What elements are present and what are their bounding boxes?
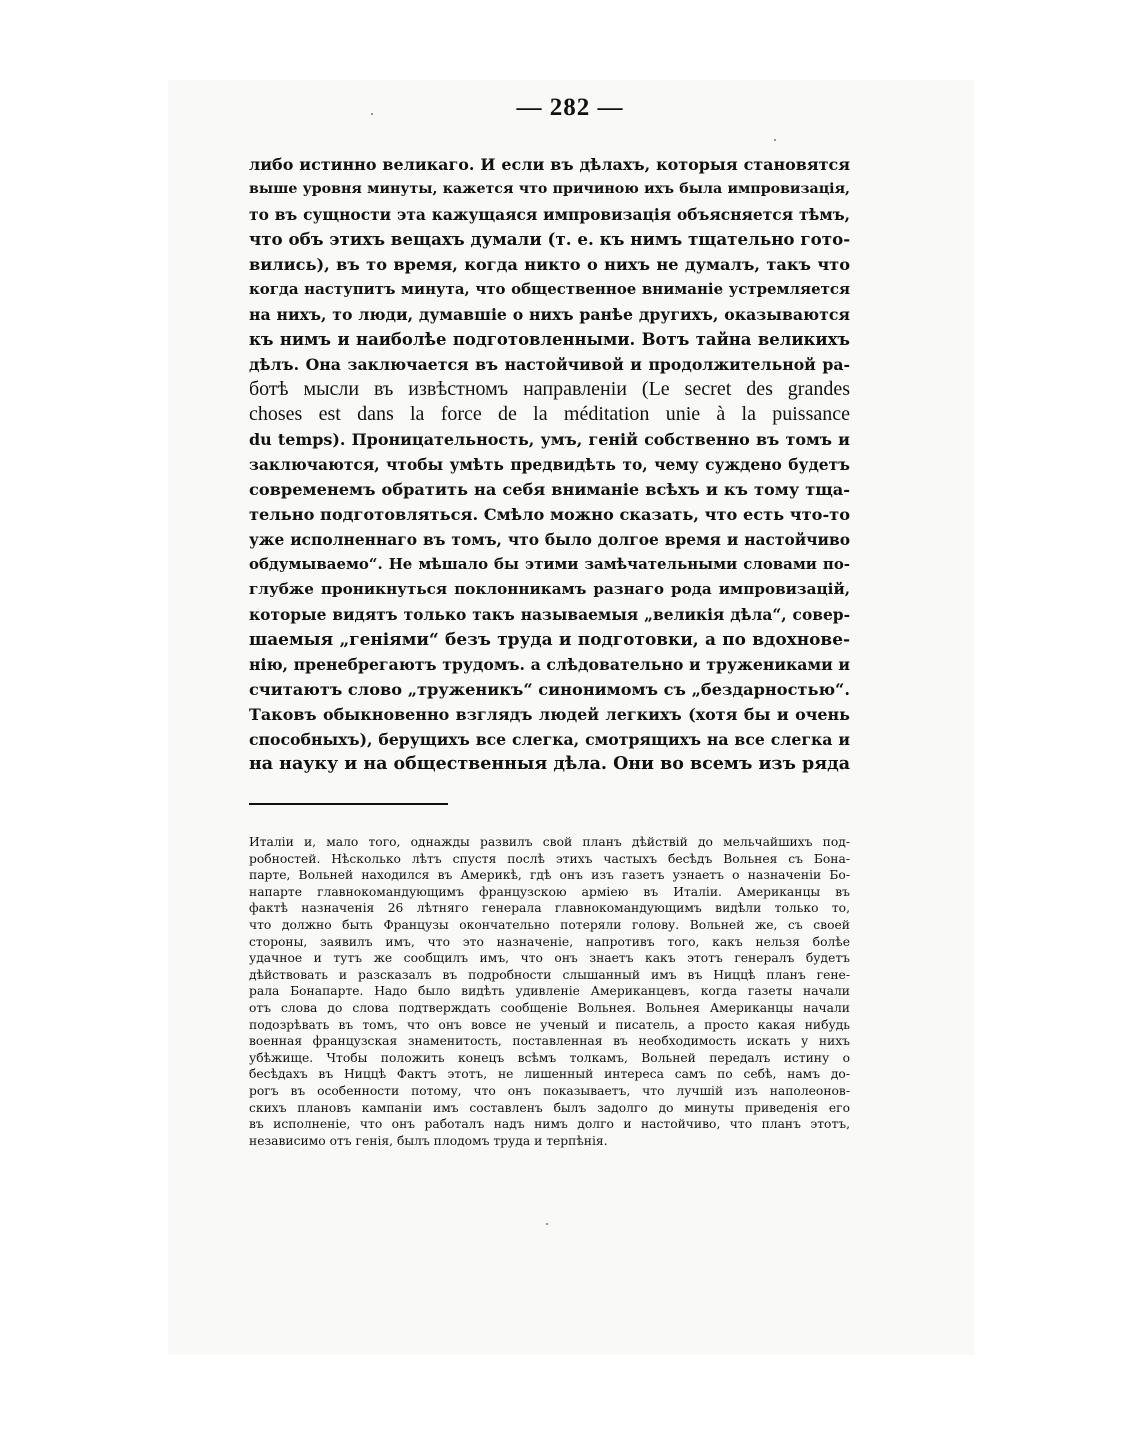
print-speck [546, 1223, 548, 1225]
text-line: когда наступитъ минута, что общественное вниманіе устремляется [249, 280, 850, 298]
text-line: нію, пренебрегаютъ трудомъ. а слѣдовательно и тружениками и [249, 655, 850, 674]
text-line: choses est dans la force de la méditation unie à la puissance [249, 403, 850, 425]
footnote-line: парте, Вольней находился въ Америкѣ, гдѣ онъ изъ газетъ узнаетъ о назначеніи Бо- [249, 868, 850, 883]
footnote-line: что должно быть Французы окончательно потеряли голову. Вольней же, съ своей [249, 917, 850, 932]
text-line: выше уровня минуты, кажется что причиною ихъ была импровизація, [249, 181, 850, 197]
footnote-line: отъ слова до слова подтверждать сообщеніе Вольнея. Вольнея Американцы начали [249, 1000, 850, 1015]
text-line: дѣлъ. Она заключается въ настойчивой и продолжительной ра- [249, 355, 850, 374]
print-speck [774, 139, 776, 141]
footnote-line: бесѣдахъ въ Ниццѣ Фактъ этотъ, не лишенный интереса самъ по себѣ, намъ до- [249, 1067, 850, 1082]
text-line: которые видятъ только такъ называемыя „великія дѣла“, совер- [249, 605, 850, 624]
text-line: то въ сущности эта кажущаяся импровизація объясняется тѣмъ, [249, 205, 850, 224]
print-speck [371, 113, 373, 115]
text-line: шаемыя „геніями“ безъ труда и подготовки, а по вдохнове- [249, 629, 850, 649]
footnote [249, 834, 850, 1149]
text-line: на науку и на общественныя дѣла. Они во всемъ изъ ряда [249, 754, 850, 774]
text-line: что объ этихъ вещахъ думали (т. е. къ нимъ тщательно гото- [249, 229, 850, 249]
footnote-line: фактѣ назначенія 26 лѣтняго генерала главнокомандующимъ видѣли только то, [249, 901, 850, 916]
footnote-line: дѣйствовать и разсказалъ въ подробности слышанный имъ въ Ниццѣ планъ гене- [249, 967, 850, 982]
text-line: къ нимъ и наиболѣе подготовленными. Вотъ тайна великихъ [249, 330, 850, 349]
text-line: ботѣ мысли въ извѣстномъ направленіи (Le secret des grandes [249, 378, 850, 400]
footnote-line: рала Бонапарте. Надо было видѣть удивленіе Американцевъ, когда газеты начали [249, 984, 850, 999]
text-line: заключаются, чтобы умѣть предвидѣть то, чему суждено будетъ [249, 455, 850, 474]
text-line: вились), въ то время, когда никто о нихъ не думалъ, такъ что [249, 255, 850, 274]
footnote-line: рогъ въ особенности потому, что онъ показываетъ, что лучшій изъ наполеонов- [249, 1083, 850, 1098]
footnote-line: удачное и тутъ же сообщилъ имъ, что онъ знаетъ какъ этотъ генералъ будетъ [249, 951, 850, 966]
footnote-line: стороны, заявилъ имъ, что это назначеніе, напротивъ того, какъ нельзя болѣе [249, 934, 850, 949]
text-line: обдумываемо“. Не мѣшало бы этими замѣчательными словами по- [249, 555, 850, 573]
text-line: способныхъ), берущихъ все слегка, смотрящихъ на все слегка и [249, 730, 850, 749]
footnote-line: Италіи и, мало того, однажды развилъ свой планъ дѣйствій до мельчайшихъ под- [249, 835, 850, 849]
text-line: глубже проникнуться поклонникамъ разнаго рода импровизацій, [249, 580, 850, 598]
text-line: считаютъ слово „труженикъ“ синонимомъ съ „бездарностью“. [249, 680, 850, 699]
footnote-line: военная французская знаменитость, поставленная въ необходимость искать у нихъ [249, 1034, 850, 1049]
footnote-line: робностей. Нѣсколько лѣтъ спустя послѣ этихъ частыхъ бесѣдъ Вольнея съ Бона- [249, 851, 850, 866]
text-line: уже исполненнаго въ томъ, что было долгое время и настойчиво [249, 530, 850, 549]
footnote-line: независимо отъ генія, былъ плодомъ труда и терпѣнія. [249, 1133, 608, 1148]
main-text [249, 152, 850, 777]
text-line: на нихъ, то люди, думавшіе о нихъ ранѣе другихъ, оказываются [249, 305, 850, 324]
footnote-line: подозрѣвать въ томъ, что онъ вовсе не ученый и писатель, а просто какая нибудь [249, 1017, 850, 1032]
footnote-line: убѣжище. Чтобы положить конецъ всѣмъ толкамъ, Вольней передалъ истину о [249, 1050, 850, 1065]
text-line: Таковъ обыкновенно взглядъ людей легкихъ (хотя бы и очень [249, 705, 850, 724]
footnote-line: въ исполненіе, что онъ работалъ надъ нимъ долго и настойчиво, что планъ этотъ, [249, 1117, 850, 1132]
text-line: либо истинно великаго. И если въ дѣлахъ, которыя становятся [249, 155, 850, 174]
text-line: du temps). Проницательность, умъ, геній собственно въ томъ и [249, 430, 850, 449]
footnote-line: скихъ плановъ кампаніи имъ составленъ былъ задолго до минуты приведенія его [249, 1100, 850, 1115]
text-line: современемъ обратить на себя вниманіе всѣхъ и къ тому тща- [249, 480, 850, 499]
page-number: — 282 — [516, 94, 624, 121]
text-line: тельно подготовляться. Смѣло можно сказать, что есть что-то [249, 505, 850, 524]
footnote-line: напарте главнокомандующимъ французскою арміею въ Италіи. Американцы въ [249, 884, 850, 899]
footnote-separator [249, 803, 448, 805]
